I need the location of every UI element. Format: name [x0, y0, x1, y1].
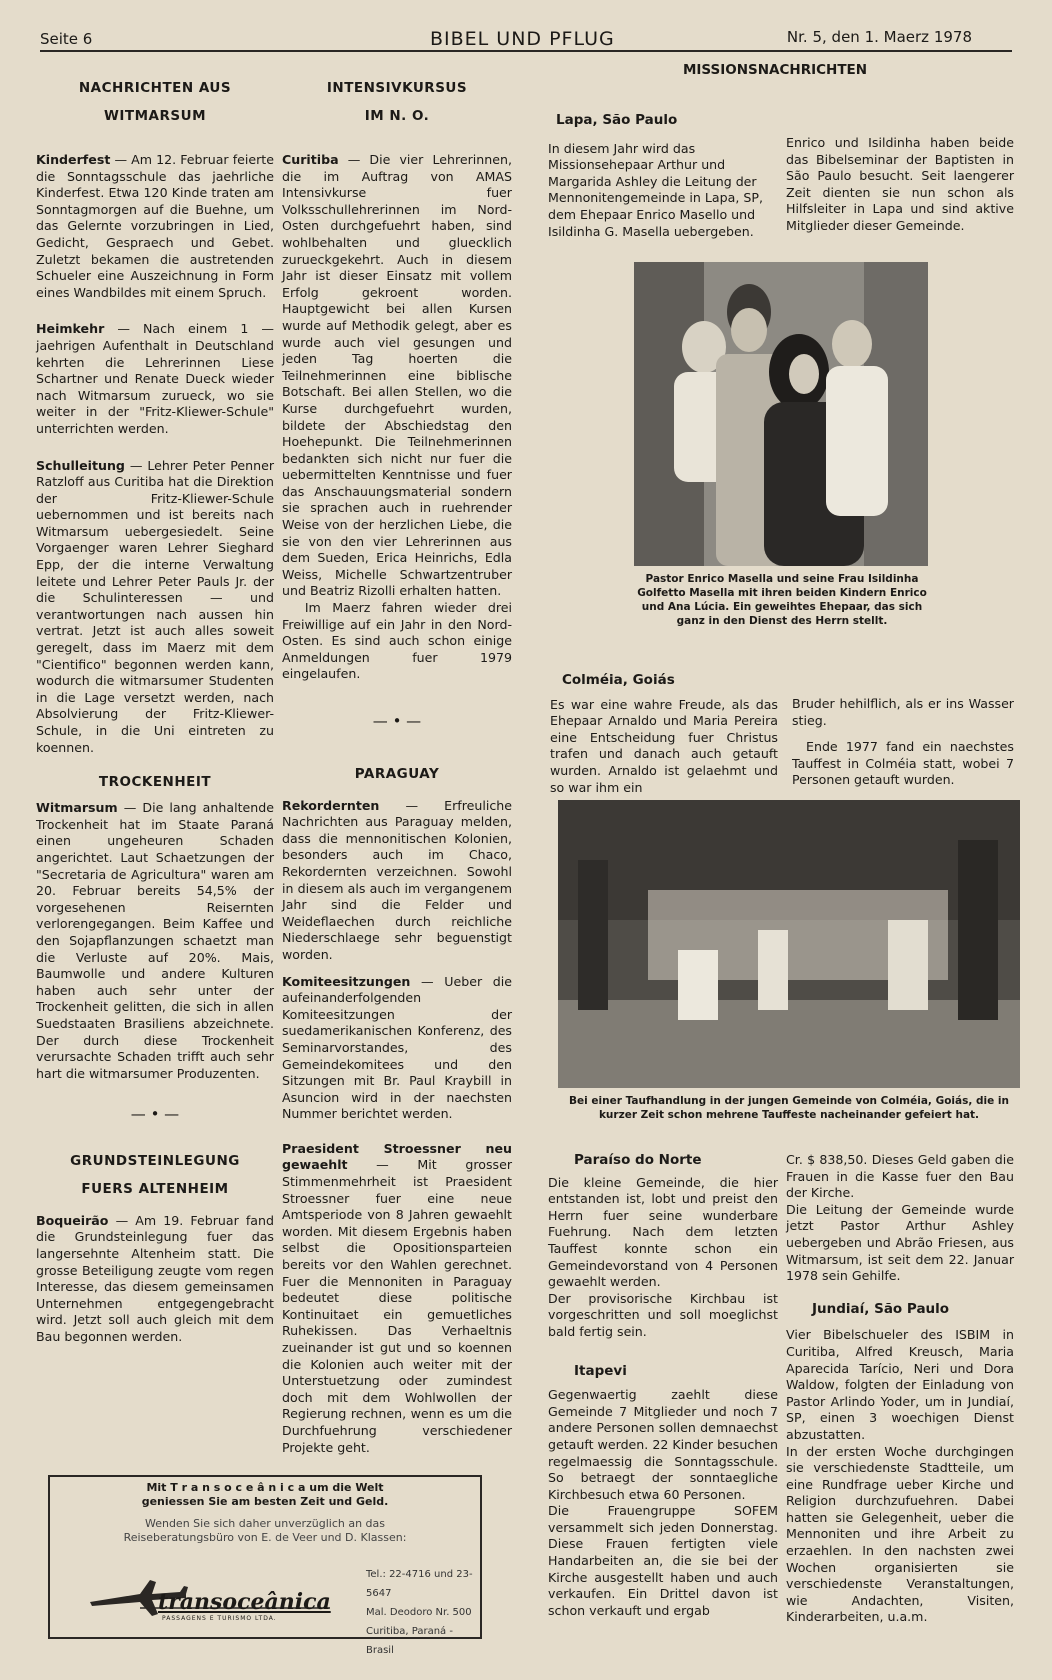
itapevi-text-b: Die Frauengruppe SOFEM versammelt sich jeden Donnerstag. Diese Frauen fertigten viele Handarbeiten an, die sie bei der Kirche ausgestellt haben und auch verkaufen. Ein Drittel davon ist schon verkauft und ergab [548, 1503, 778, 1618]
ad-contact: Tel.: 22-4716 und 23-5647 Mal. Deodoro Nr. 500 Curitiba, Paraná - Brasil [366, 1569, 473, 1656]
column-intensivkursus [282, 74, 512, 1466]
page-header [40, 22, 1012, 52]
section-heading: NACHRICHTEN AUS WITMARSUM [78, 80, 232, 124]
baptism-photo-caption: Bei einer Taufhandlung in der jungen Gemeinde von Colméia, Goiás, die in kurzer Zeit schon mehrene Tauffeste nacheinander gefeiert hat. [569, 1095, 1009, 1121]
article-grundstein: Boqueirão — Am 19. Februar fand die Grundsteinlegung fuer das langersehnte Altenheim statt. Die grosse Beteiligung zeugte vom regen Interesse, das diesem gemeinsamen Unternehmen entgegengebracht wird. Jetzt soll auch gleich mit dem Bau begonnen werden. [36, 1212, 274, 1345]
ad-brand: transoceânica [158, 1589, 331, 1615]
masthead-title: BIBEL UND PFLUG [430, 28, 615, 50]
paraiso-text-b: Der provisorische Kirchbau ist vorgeschritten und soll moeglichst bald fertig sein. [548, 1290, 778, 1339]
lapa-text-a: In diesem Jahr wird das Missionsehepaar Arthur und Margarida Ashley die Leitung der Mennonitengemeinde in Lapa, SP, dem Ehepaar Enrico Masello und Isildinha G. Masella uebergeben. [548, 140, 763, 239]
section-heading-trockenheit: TROCKENHEIT [98, 774, 212, 791]
article-kinderfest: Kinderfest — Am 12. Februar feierte die Sonntagsschule das jaehrliche Kinderfest. Etwa 120 Kinde traten am Sonntagmorgen auf die Buehne, um das Gelernte vorzubringen in Lied, Gedicht, Gespraech und Gebet. Zuletzt bekamen die austretenden Schueler eine Auszeichnung in Form eines Wandbildes mit einem Spruch. [36, 152, 274, 300]
colmeia-right [792, 696, 1014, 799]
article-schulleitung: Schulleitung — Lehrer Peter Penner Ratzloff aus Curitiba hat die Direktion der Fritz-Kliewer-Schule uebernommen und ist bereits nach Witmarsum uebergesiedelt. Seine Vorgaenger waren Lehrer Sieghard Epp, der die interne Verwaltung leitete und Lehrer Peter Pauls Jr. der die Schulinteressen — und verantwortungen nach aussen hin vertrat. Jetzt ist auch alles soweit geregelt, dass im Maerz mit dem "Cientifico" begonnen werden kann, wodurch die witmarsumer Studenten in die Lage versetzt werden, nach Absolvierung der Fritz-Kliewer-Schule, in die Uni eintreten zu koennen. [36, 457, 274, 755]
itapevi-text-a: Gegenwaertig zaehlt diese Gemeinde 7 Mitglieder und noch 7 andere Personen sollen demnaechst getauft werden. 22 Kinder besuchen regelmaessig die Sonntagsschule. So betraegt der sonntaegliche Kirchbesuch etwa 60 Personen. [548, 1387, 778, 1502]
transoceanica-ad [48, 1475, 482, 1656]
article-maerz: Im Maerz fahren wieder drei Freiwillige auf ein Jahr in den Nord-Osten. Es sind auch schon einige Anmeldungen fuer 1979 eingelaufen. [282, 600, 512, 682]
ad-body: Wenden Sie sich daher unverzüglich an das Reiseberatungsbüro von E. de Veer und D. Klassen: [123, 1517, 407, 1544]
ad-brand-sub: PASSAGENS E TURISMO LTDA. [162, 1615, 277, 1622]
paraiso-column [548, 1152, 778, 1629]
article-heimkehr: Heimkehr — Nach einem 1 — jaehrigen Aufenthalt in Deutschland kehrten die Lehrerinnen Liese Schartner und Renate Dueck wieder nach Witmarsum zurueck, wo sie weiter in der "Fritz-Kliewer-Schule" unterrichten werden. [36, 321, 274, 436]
lapa-text-b: Enrico und Isildinha haben beide das Bibelseminar der Baptisten in São Paulo besucht. Seit laengerer Zeit dienten sie nun schon als Hilfsleiter in Lapa und sind aktive Mitglieder dieser Gemeinde. [786, 135, 1014, 233]
article-curitiba: Curitiba — Die vier Lehrerinnen, die im Auftrag von AMAS Intensivkurse fuer Volksschullehrerinnen im Nord-Osten durchgefuehrt haben, sind wohlbehalten und gluecklich zurueckgekehrt. Auch in diesem Jahr ist dieser Einsatz mit vollem Erfolg gekroent worden. Hauptgewicht bei allen Kursen wurde auf Methodik gelegt, aber es wurde auch viel gesungen und jeden Tag hoerten die Teilnehmerinnen eine biblische Botschaft. Bei allen Stellen, wo die Kurse durchgefuehrt wurden, bildete der Abschiedstag den Hoehepunkt. Die Teilnehmerinnen bedankten sich nicht nur fuer die uebermittelten Kenntnisse und fuer das Anschauungsmaterial sondern sie sprachen auch in ruehrender Weise von der herzlichen Liebe, die sie von den vier Lehrerinnen aus dem Sueden, Erica Heinrichs, Edla Weiss, Michelle Schwartzentruber und Beatriz Rizolli erhalten hatten. [282, 152, 512, 599]
jundiai-heading: Jundiaí, São Paulo [812, 1300, 950, 1317]
article-komitee: Komiteesitzungen — Ueber die aufeinanderfolgenden Komiteesitzungen der suedamerikanischen Konferenz, des Seminarvorstandes, des Gemeindekomitees und den Sitzungen mit Br. Paul Kraybill in Asuncion wird in der naechsten Nummer berichtet werden. [282, 973, 512, 1122]
colmeia-text-a: Es war eine wahre Freude, als das Ehepaar Arnaldo und Maria Pereira eine Entscheidung fuer Christus trafen und danach auch getauft wurden. Arnaldo ist gelaehmt und so war ihm ein [550, 696, 778, 795]
itapevi-heading: Itapevi [574, 1362, 627, 1379]
colmeia-heading: Colméia, Goiás [562, 672, 675, 688]
article-rekordernten: Rekordernten — Erfreuliche Nachrichten aus Paraguay melden, dass die mennonitischen Kolonien, besonders auch im Chaco, Rekordernten verzeichnen. Sowohl in diesem als auch im vergangenem Jahr sind die Felder und Weideflaechen durch reichliche Niederschlaege sehr beguenstigt worden. [282, 797, 512, 962]
family-photo-caption: Pastor Enrico Masella und seine Frau Isildinha Golfetto Masella mit ihren beiden Kindern Enrico und Ana Lúcia. Ein geweihtes Ehepaar, das sich ganz in den Dienst des Herrn stellt. [637, 573, 927, 627]
mission-heading: MISSIONSNACHRICHTEN [682, 62, 868, 78]
colmeia-text-b2: Ende 1977 fand ein naechstes Tauffest in Colméia statt, wobei 7 Personen getauft wurden. [792, 739, 1014, 788]
colmeia-text-b1: Bruder hehilflich, als er ins Wasser stieg. [792, 696, 1014, 728]
jundiai-text-a: Vier Bibelschueler des ISBIM in Curitiba, Alfred Kreusch, Maria Aparecida Tarício, Neri und Dora Waldow, folgten der Einladung von Pastor Arlindo Yoder, um in Jundiaí, SP, einen 3 woechigen Dienst abzustatten. [786, 1327, 1014, 1442]
lapa-right [786, 135, 1014, 245]
baptism-photo-image [558, 800, 1020, 1088]
jundiai-text-b: In der ersten Woche durchgingen sie verschiedenste Stadtteile, um eine Rundfrage ueber Kirche und Religion durchzufuehren. Dabei hatten sie Gelegenheit, ueber die Mennoniten und ihre Arbeit zu erzaehlen. In den nachsten zwei Wochen organisierten sie verschiedenste Veranstaltungen, wie Andachten, Visiten, Kinderarbeiten, u.a.m. [786, 1443, 1014, 1625]
article-trockenheit: Witmarsum — Die lang anhaltende Trockenheit hat im Staate Paraná einen ungeheuren Schaden angerichtet. Laut Schaetzungen der "Secretaria de Agricultura" waren am 20. Februar bereits 54,5% der vorgesehenen Reisernten verlorengegangen. Beim Kaffee und den Sojapflanzungen schaetzt man die Verluste auf 20%. Mais, Baumwolle und andere Kulturen haben auch sehr unter der Trockenheit gelitten, die sich in allen Suedstaaten Brasiliens abzeichnete. Der durch diese Trockenheit verursachte Schaden trifft auch sehr hart die witmarsumer Produzenten. [36, 800, 274, 1081]
lapa-left [548, 112, 776, 250]
separator: — • — [130, 1105, 180, 1124]
baptism-photo [558, 800, 1020, 1088]
section-heading-paraguay: PARAGUAY [354, 765, 440, 782]
issue-date: Nr. 5, den 1. Maerz 1978 [786, 28, 972, 46]
section-heading-altenheim: GRUNDSTEINLEGUNG FUERS ALTENHEIM [70, 1152, 240, 1197]
family-photo-image [634, 262, 928, 566]
separator: — • — [372, 712, 422, 730]
paraiso-text-a: Die kleine Gemeinde, die hier entstanden ist, lobt und preist den Herrn fuer seine wunderbare Fuehrung. Nach dem letzten Tauffest konnte schon ein Gemeindevorstand von 4 Personen gewaehlt werden. [548, 1174, 778, 1290]
page-number: Seite 6 [40, 30, 93, 48]
section-heading: INTENSIVKURSUS IM N. O. [326, 80, 468, 124]
itapevi-text-d: Die Leitung der Gemeinde wurde jetzt Pastor Arthur Ashley uebergeben und Abrão Friesen, aus Witmarsum, ist seit dem 22. Januar 1978 sein Gehilfe. [786, 1201, 1014, 1284]
ad-headline: Mit T r a n s o c e â n i c a um die Welt geniessen Sie am besten Zeit und Geld. [141, 1481, 389, 1508]
family-photo [634, 262, 928, 566]
itapevi-text-c: Cr. $ 838,50. Dieses Geld gaben die Frauen in die Kasse fuer den Bau der Kirche. [786, 1152, 1014, 1201]
right-bottom-column [786, 1152, 1014, 1636]
paraiso-heading: Paraíso do Norte [574, 1152, 702, 1168]
article-stroessner: Praesident Stroessner neu gewaehlt — Mit grosser Stimmenmehrheit ist Praesident Stroessner fuer eine neue Amtsperiode von 8 Jahren gewaehlt worden. Mit diesem Ergebnis haben selbst die Opositionsparteien bereits vor den Wahlen gerechnet. Fuer die Mennoniten in Paraguay bedeutet diese politische Kontinuitaet ein gemuetliches Ruhekissen. Das Verhaeltnis zueinander ist gut und so koennen die Kolonien auch weiter mit der Unterstuetzung oder zumindest doch mit dem Wohlwollen der Regierung rechnen, wenn es um die Durchfuehrung verschiedener Projekte geht. [282, 1140, 512, 1455]
lapa-heading: Lapa, São Paulo [556, 112, 678, 128]
colmeia-left [550, 672, 778, 806]
column-witmarsum [36, 74, 274, 1356]
